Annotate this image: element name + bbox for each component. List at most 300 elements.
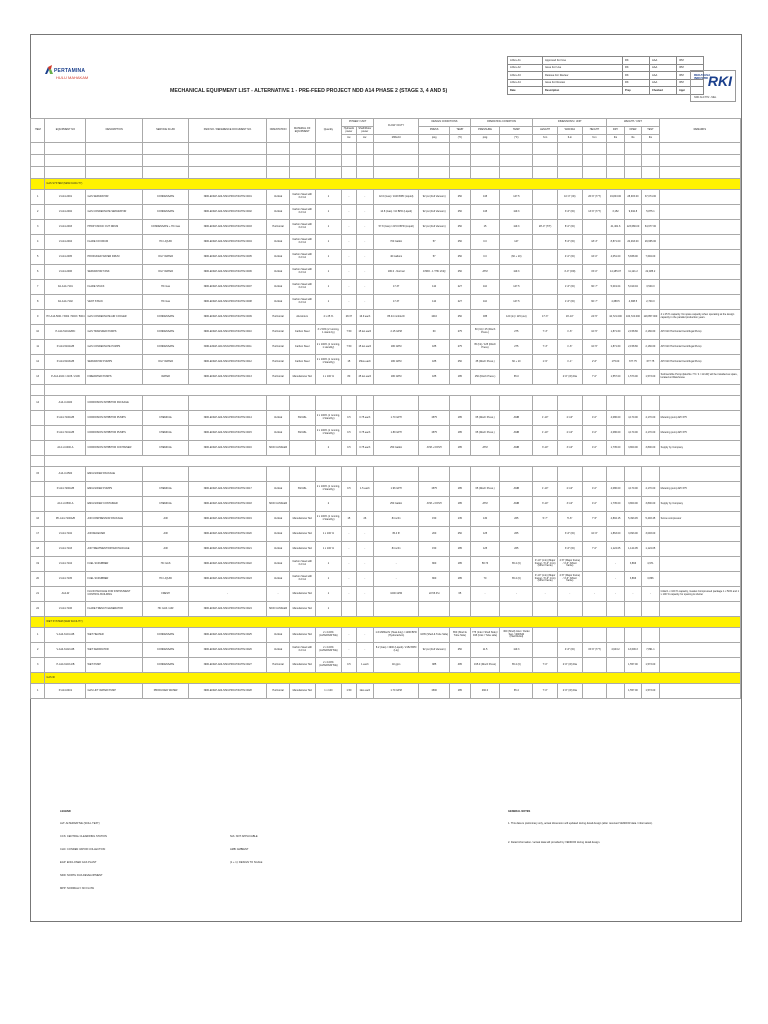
col-power: POWER / UNIT [342,119,374,127]
equipment-cell: 4,170.00 [624,411,641,426]
revision-cell: A Rev A3 [508,72,543,80]
equipment-cell: WET PUMP [86,658,143,673]
equipment-row [31,396,741,411]
equipment-cell: - [607,557,624,572]
equipment-cell: 4 x 25 % [315,310,342,325]
equipment-cell: 2 x 100% (1 running, 1 Standby) [315,426,342,441]
section-label [45,456,741,467]
equipment-row [31,190,741,205]
equipment-cell: 18'-3" [582,235,607,250]
equipment-cell: NDD-ENGP-A04-NSN-PRO-PID-PH2-0020 [189,527,267,542]
document-code: NDD A14 PH2 - MEL [694,96,717,99]
equipment-cell: 2 x 100% (ALTERNATIVE) [315,643,342,658]
equipment-cell: Submersible Pump (Elecfire 7.5 / 4 / 11 kW) will be installed as spare, located at Warehouse [659,370,740,385]
equipment-cell [342,467,356,482]
equipment-cell: 2'-10" [557,411,582,426]
unit-cell: lbs [607,135,624,143]
equipment-cell [533,467,558,482]
equipment-cell: - [356,280,373,295]
equipment-cell [607,467,624,482]
legend-item [60,861,263,874]
equipment-cell [533,205,558,220]
equipment-cell: Horizontal [267,340,290,355]
equipment-cell: 1000 GPM [374,587,419,602]
equipment-cell: NDD-ENGP-A04-NSN-PRO-PID-PH2-0014 [189,411,267,426]
equipment-cell: CONDENSATE [142,325,188,340]
equipment-cell: 2 x 100% (1 running, 1 Standby) [315,355,342,370]
equipment-cell: SEPARATOR PUMPS [86,355,143,370]
equipment-cell: NDD-ENGP-A04-NSN-PRO-PID-PH2-0003 [189,220,267,235]
revision-cell: Issue For Use [543,64,623,72]
col-width: W/ID/DIA [557,127,582,135]
equipment-cell: 1 each [356,658,373,673]
equipment-cell: P-A14-5101A/B/C [45,325,86,340]
equipment-cell: 1575 [419,482,450,497]
equipment-cell [267,396,290,411]
revision-row [508,64,704,72]
equipment-cell: 35 (Disch Press.) [470,355,500,370]
equipment-cell: FLARE KO DRUM [86,235,143,250]
equipment-cell: 45 kw each [356,370,373,385]
equipment-cell: - [356,572,373,587]
equipment-cell: - [342,628,356,643]
section-label: GAS SYSTEM (NEW FACILITY) [45,179,741,190]
equipment-cell [470,467,500,482]
equipment-cell: Manufacturer Std [289,512,315,527]
col-item: ITEM [31,119,45,143]
legend-item [60,874,103,887]
equipment-cell: WET HEATER [86,628,143,643]
equipment-cell: 147.5 [500,280,533,295]
equipment-cell: HC LIQUID [142,572,188,587]
equipment-cell: 5'-7" [533,512,558,527]
equipment-cell: V-A14-7102 [45,527,86,542]
equipment-cell: HX-A14-5001 / 5002 / 5003 / 5004 [45,310,86,325]
section-header-row [31,617,741,628]
equipment-cell [582,658,607,673]
equipment-cell: Initial 1 x 100 % capacity, Gasket Compressed package 1 x 50% and 1 x 100 % capacity for spacing & shelter [659,587,740,602]
equipment-cell: V-A14-7103 [45,542,86,557]
equipment-cell: PK-A14-7100A/B [45,512,86,527]
equipment-cell [533,265,558,280]
equipment-cell: 110 [470,280,500,295]
revision-cell: AAA [650,57,677,65]
equipment-cell: CORROSION INHIBITOR PACKAGE [86,396,143,411]
equipment-cell: 1,573.00 [642,658,659,673]
legend-term: CCS: CENTRAL CLEARWING STATION [60,835,107,838]
equipment-cell: 17.37 [374,295,419,310]
blank-cell [450,155,471,167]
equipment-cell: 24'-5" [582,310,607,325]
equipment-row [31,235,741,250]
equipment-cell: 1500 [419,684,450,699]
equipment-cell: - [500,587,533,602]
equipment-cell: 4,170.00 [642,411,659,426]
equipment-cell: AIR TREATMENT/DRYER PACKAGE [86,542,143,557]
equipment-cell: 150 [419,542,450,557]
equipment-cell: 1 x 100 [315,684,342,699]
revision-cell: Issue For Review [543,79,623,87]
equipment-cell: 4'-0" [582,497,607,512]
equipment-cell: 4,388.5 [607,295,624,310]
equipment-cell: 1 [315,280,342,295]
equipment-cell: 2'-10" [557,426,582,441]
equipment-cell: V-A14-7104 [45,557,86,572]
equipment-cell [659,250,740,265]
equipment-cell: 35 (Inl) / 125 (Disch Press) [470,340,500,355]
equipment-cell: Vertical [267,250,290,265]
header-row-1 [31,119,741,127]
unit-cell: kw [356,135,373,143]
equipment-cell: 20,463.00 [624,235,641,250]
equipment-cell: - [342,220,356,235]
equipment-cell: V-A14-6102 A/B [45,643,86,658]
col-height: HEIGHT [582,127,607,135]
equipment-cell [374,396,419,411]
equipment-cell: Carbon Steel with 3.2 CA [289,557,315,572]
note-item: 2. Detail information / actual data will provided by VENDOR during detail design. [508,841,601,844]
equipment-cell: 250 [450,235,471,250]
equipment-cell: 10'-0" (ID) [557,190,582,205]
equipment-cell: WET SEPARATOR [86,643,143,658]
equipment-cell: FLARE TRENCH GENERATOR [86,602,143,617]
equipment-cell: 65 (Disch Press.) [470,426,500,441]
general-notes [508,810,653,860]
equipment-cell [342,396,356,411]
equipment-cell [374,467,419,482]
equipment-cell: 3,093.00 [642,527,659,542]
revision-cell: Prep [623,87,650,95]
equipment-cell: 775 (Inlet / Shell Side) / 915 (Inlet / Tube side) [470,628,500,643]
equipment-cell: Manufacturer Std [289,587,315,602]
equipment-cell: Vertical [267,482,290,497]
equipment-cell: 80 [342,370,356,385]
equipment-cell: Vertical [267,557,290,572]
equipment-cell: 7'-0" [582,542,607,557]
equipment-cell: AIR [142,527,188,542]
equipment-cell: 57 [419,235,450,250]
equipment-cell [659,220,740,235]
blank-cell [419,167,450,179]
equipment-cell [659,205,740,220]
equipment-cell [607,602,624,617]
revision-cell: Appr [677,87,704,95]
equipment-cell: NDD-ENGP-A04-NSN-PRO-PID-PH2-0004 [189,235,267,250]
equipment-cell: NDD-ENGP-A04-NSN-PRO-PID-PH2-0017 [189,482,267,497]
equipment-cell: 110 [470,295,500,310]
section-spacer [31,617,45,628]
equipment-cell: - [356,190,373,205]
blank-cell [624,167,641,179]
equipment-cell: 250 [450,220,471,235]
equipment-cell: 4'-0" [582,411,607,426]
logo-line1: PERTAMINA [54,68,86,74]
equipment-cell [289,467,315,482]
equipment-cell: 2 [315,497,342,512]
equipment-cell: 10'-5" [582,325,607,340]
blank-cell [86,143,143,155]
equipment-cell: 2,166.60 [642,340,659,355]
equipment-row [31,426,741,441]
equipment-cell [31,426,45,441]
equipment-cell: - [342,205,356,220]
equipment-cell: Vertical [267,572,290,587]
blank-cell [267,143,290,155]
equipment-cell: Vertical [267,280,290,295]
equipment-cell: - [374,557,419,572]
equipment-cell: 4,051.00 [607,250,624,265]
equipment-cell: Horizontal [267,370,290,385]
legend-term: N/A: NOT APPLICABLE [230,835,258,838]
equipment-cell: 92 psi (Full Vacuum) [419,220,450,235]
blank-cell [374,167,419,179]
equipment-cell: P-A14-7101A/B [45,426,86,441]
equipment-cell: - [624,587,641,602]
blank-cell [45,155,86,167]
blank-cell [289,167,315,179]
equipment-cell: Carbon Steel [289,325,315,340]
equipment-cell: 3,093.00 [624,527,641,542]
col-length: LENGTH [533,127,558,135]
section-spacer [31,179,45,190]
col-oper: OPER [624,127,641,135]
blank-cell [374,143,419,155]
equipment-cell: 0'-10" (min) (Major frame) / 6'-6" (min) (Minor frame) [533,572,558,587]
equipment-cell: 2.15 GPM [374,325,419,340]
equipment-cell: 2'-6" (W) Dia [557,370,582,385]
equipment-row [31,542,741,557]
equipment-cell: NDD-ENGP-A04-NSN-PRO-PID-PH2-0002 [189,205,267,220]
equipment-cell: 185 [450,497,471,512]
equipment-cell [533,602,558,617]
unit-cell: lbs [624,135,641,143]
revision-cell: Checked [650,87,677,95]
equipment-cell: 15'-6" (T/T) [582,643,607,658]
equipment-cell: CONDENSATE [142,628,188,643]
equipment-cell: 16 [31,512,45,527]
legend-item [60,887,94,900]
equipment-cell [659,396,740,411]
equipment-cell: 120 (in) / 115 (out) [500,310,533,325]
equipment-cell: 185 [450,572,471,587]
equipment-cell: 1 [315,265,342,280]
equipment-cell: 65.4 (0) [500,572,533,587]
equipment-cell: 0.0 [470,235,500,250]
equipment-cell [533,527,558,542]
equipment-cell: P-A14-6103 A/B [45,658,86,673]
col-service: SERVICE FLUID [142,119,188,143]
equipment-cell: 1.6 MMbtu/hr (Heat duty) / 1296 BPD (Hydrocarbon) [374,628,419,643]
equipment-cell: Manufacturer Std [289,684,315,699]
note-item: 1. This data is preliminary only, actual dimension will updated during detail design (after received VENDOR data / information). [508,822,653,825]
equipment-cell [31,482,45,497]
legend-term: (1 + 1): DESIGN TO SCALE [230,861,263,864]
equipment-cell: 4'-8" (Major frame) / 4'-6" (Minor frame) [557,572,582,587]
equipment-cell: P-A14-5103A/B [45,355,86,370]
equipment-cell: 985 [419,658,450,673]
equipment-cell: NDD-ENGP-A04-NSN-PRO-PID-PH2-0027 [189,658,267,673]
equipment-cell: V-A14-7106 [45,602,86,617]
equipment-cell: 800 [419,572,450,587]
equipment-cell [582,220,607,235]
equipment-cell: 185 [450,370,471,385]
equipment-cell: Carbon Steel with 3.2 CA [289,235,315,250]
equipment-cell: Carbon Steel with 3.2 CA [289,205,315,220]
equipment-cell: 0.75 each [356,441,373,456]
equipment-cell: 1575 [419,411,450,426]
equipment-cell: HC Gas [142,295,188,310]
equipment-cell: V-A14-2001 [45,190,86,205]
revision-row [508,72,704,80]
equipment-cell: 4'-8" (Major frame) / 4'-6" (Minor frame) [557,557,582,572]
equipment-cell: 1'-6" [557,340,582,355]
equipment-cell [289,497,315,512]
equipment-cell: 800 [419,557,450,572]
equipment-cell: 4,643.2 [607,643,624,658]
equipment-cell [315,467,342,482]
revision-cell: Reissue For Review [543,72,623,80]
equipment-cell: Horizontal [267,355,290,370]
equipment-cell: 7 [31,280,45,295]
legend-term: AMB: AMBIENT [230,848,249,851]
equipment-table [30,118,741,699]
equipment-cell [419,467,450,482]
equipment-row [31,643,741,658]
equipment-cell: 14 [31,396,45,411]
equipment-cell [500,396,533,411]
equipment-cell: 1 x 100 % [315,542,342,557]
equipment-cell: 1.5 each [356,482,373,497]
blank-cell [582,155,607,167]
equipment-cell: AIR RECEIVER [86,527,143,542]
equipment-row [31,497,741,512]
equipment-cell: (60 + 10) [500,250,533,265]
col-test: TEST [642,127,659,135]
equipment-cell: - [342,643,356,658]
blank-row [31,155,741,167]
contractor-name: REKAYASA INDUSTRI [694,73,711,81]
equipment-cell: 2'-6" (W) Dia [557,684,582,699]
section-label [45,385,741,396]
equipment-cell: API 610 Horizontal Centrifugal Pump [659,325,740,340]
equipment-cell: 6 [31,265,45,280]
equipment-cell [659,527,740,542]
equipment-cell: 92 psi (Full Vacuum) [419,190,450,205]
equipment-cell: 1,735.00 [607,497,624,512]
equipment-cell [557,467,582,482]
equipment-cell [659,265,740,280]
equipment-cell: - [342,280,356,295]
equipment-cell: 180 GPM [374,340,419,355]
equipment-cell: Manufacturer Std [289,542,315,557]
equipment-row [31,411,741,426]
col-oper-temp: TEMP [500,127,533,135]
equipment-cell: P-A14-7100A/B [45,411,86,426]
unit-cell: lbs [642,135,659,143]
equipment-cell: 1 x 100 % [315,527,342,542]
equipment-cell: 11 [31,340,45,355]
legend-heading: LEGEND [60,810,71,813]
equipment-cell [582,467,607,482]
equipment-cell: 1,735.00 [607,441,624,456]
equipment-cell: CHEMICAL [142,426,188,441]
equipment-cell: 150 [419,512,450,527]
equipment-cell [289,441,315,456]
equipment-cell: Carbon Steel [289,340,315,355]
equipment-cell: 65.4 (0) [500,557,533,572]
equipment-cell: 1,124.05 [624,542,641,557]
equipment-cell [500,467,533,482]
equipment-cell: 2,158.66 [624,340,641,355]
unit-cell: psig [419,135,450,143]
equipment-cell: 250 [450,527,471,542]
equipment-cell: A14-U-0500-A [45,497,86,512]
equipment-cell: 1,557.00 [624,658,641,673]
equipment-cell: Horizontal [267,310,290,325]
col-hyd-power: Hydraulic power [343,126,355,133]
equipment-cell [342,497,356,512]
equipment-cell: 41,461.6 [607,220,624,235]
equipment-cell: 3 [31,658,45,673]
equipment-cell: 4,894.15 [607,512,624,527]
equipment-cell: 119,857.000 [642,310,659,325]
equipment-cell: - [342,557,356,572]
equipment-cell: SS316L [289,426,315,441]
equipment-cell: 125 [470,527,500,542]
section-header-row [31,385,741,396]
equipment-cell: - [356,542,373,557]
equipment-cell: 15'-0" [582,265,607,280]
equipment-row [31,250,741,265]
equipment-cell [533,280,558,295]
equipment-cell [356,497,373,512]
equipment-cell: 3,866 [642,572,659,587]
equipment-row [31,467,741,482]
revision-cell: AAA [650,79,677,87]
equipment-cell: 16'-0" [582,250,607,265]
equipment-cell: FRESH [142,587,188,602]
equipment-cell: Vertical [267,542,290,557]
equipment-cell: - [342,295,356,310]
equipment-cell: - [356,220,373,235]
col-quantity: Quantity [315,119,342,143]
equipment-cell: 60'-7" [582,295,607,310]
equipment-cell: - [189,587,267,602]
equipment-cell: 4,170.00 [642,426,659,441]
equipment-cell: 37,074.00 [642,190,659,205]
section-label: WET SYSTEM (NEW FACILITY) [45,617,741,628]
col-design-press: PRESS [419,127,450,135]
equipment-cell: NDD-ENGP-A04-NSN-PRO-PID-PH2-0028 [189,684,267,699]
blank-cell [470,167,500,179]
equipment-cell: 4,971 [642,557,659,572]
blank-cell [267,167,290,179]
equipment-cell: 3,800.00 [624,441,641,456]
blank-cell [582,143,607,155]
blank-cell [289,143,315,155]
contractor-logo [690,70,736,102]
equipment-cell: 1'-6" [557,325,582,340]
equipment-cell: HC LIQUID [142,235,188,250]
equipment-cell: 3 x 50% (2 running, 1 stand-by) [315,325,342,340]
blank-cell [533,167,558,179]
equipment-cell: 19,843.00 [607,190,624,205]
equipment-cell: NDD-ENGP-A04-NSN-PRO-PID-PH2-0007 [189,280,267,295]
equipment-cell: 147.5 [500,295,533,310]
equipment-cell: 7.50 [342,325,356,340]
equipment-cell: 3,866 [624,572,641,587]
blank-cell [582,167,607,179]
